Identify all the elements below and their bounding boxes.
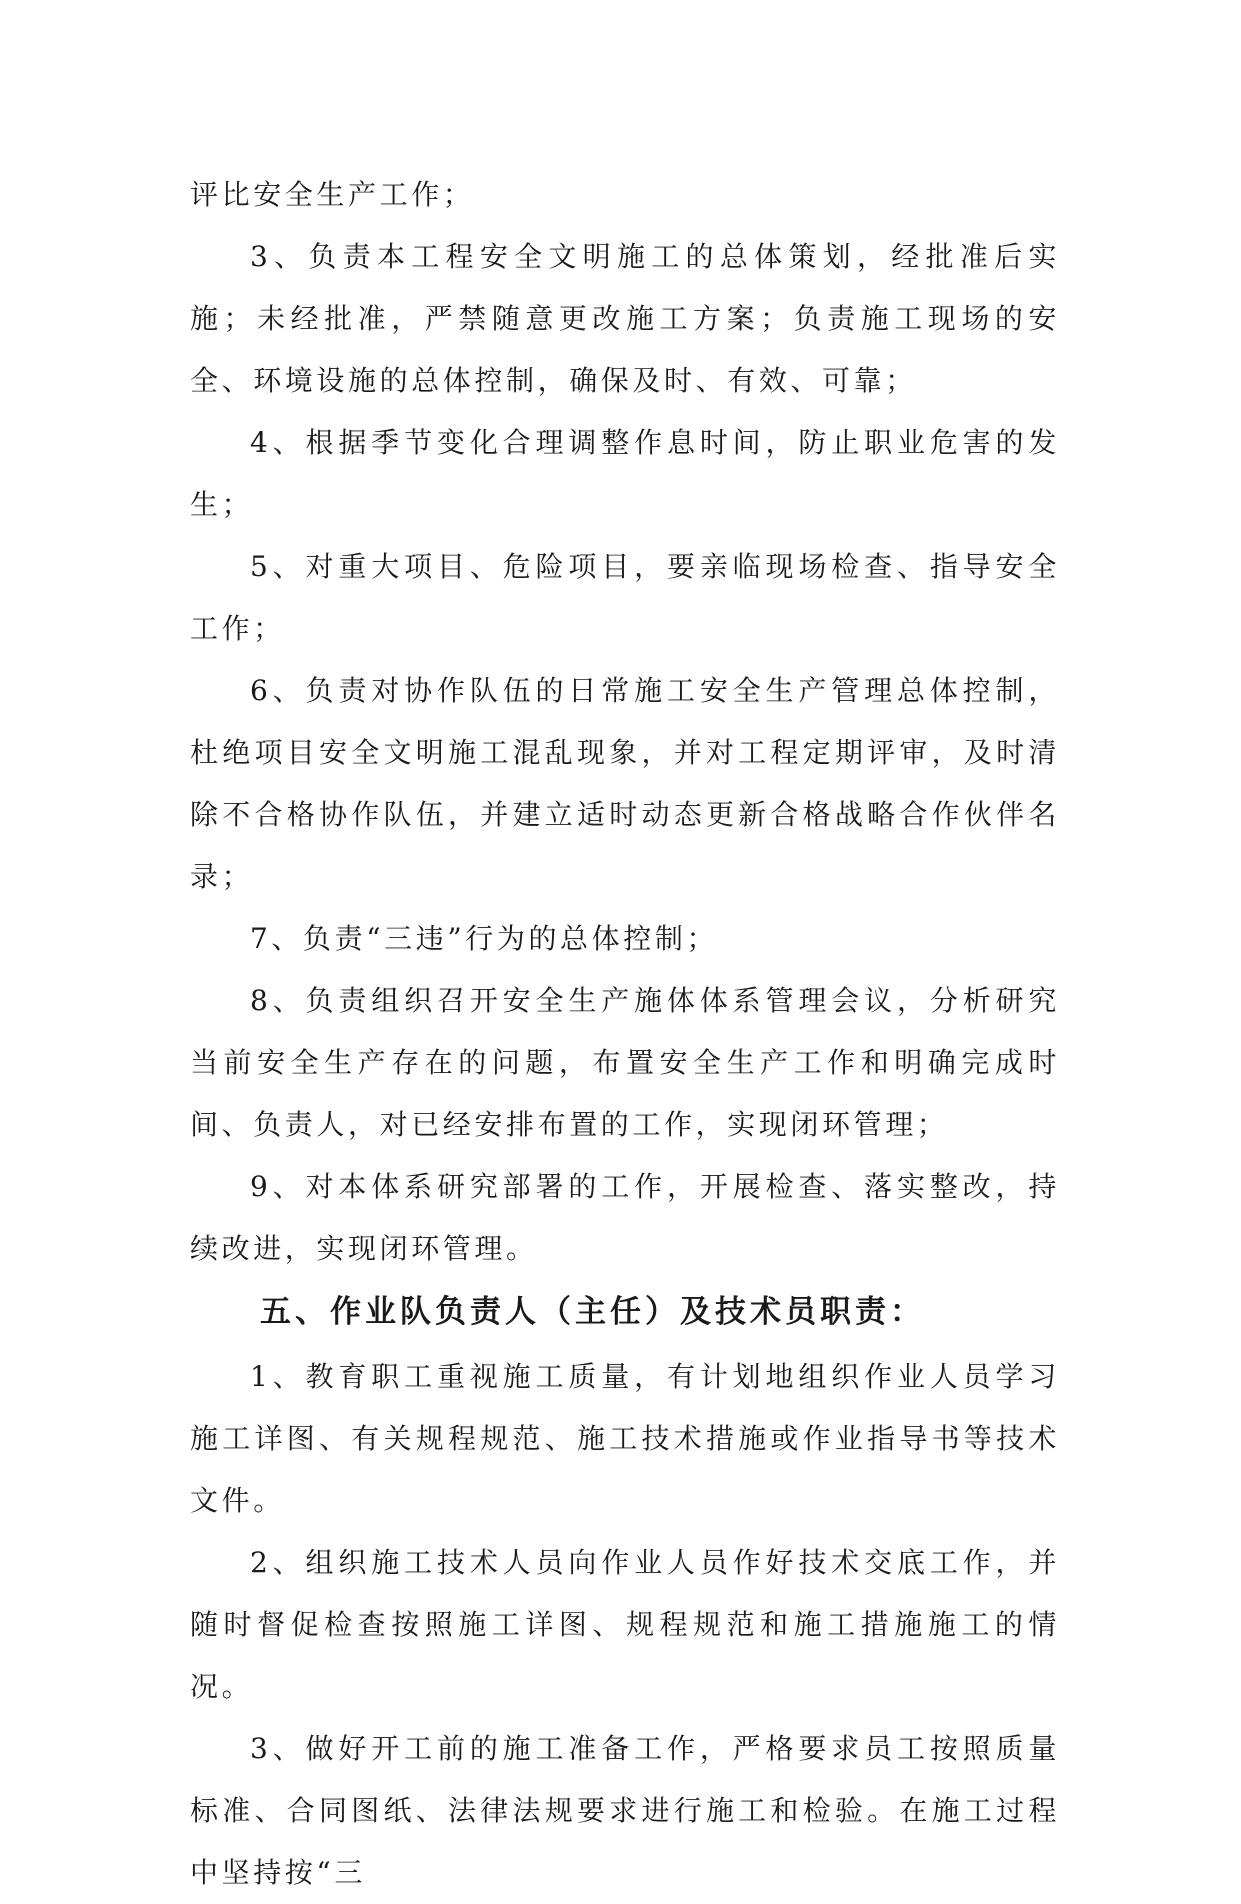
paragraph-section5-item-2: 2、组织施工技术人员向作业人员作好技术交底工作，并随时督促检查按照施工详图、规程规范和施工措施施工的情况。	[190, 1546, 1060, 1703]
paragraph-item-4: 4、根据季节变化合理调整作息时间，防止职业危害的发生；	[190, 426, 1060, 521]
paragraph-item-9: 9、对本体系研究部署的工作，开展检查、落实整改，持续改进，实现闭环管理。	[190, 1170, 1060, 1265]
paragraph-item-3: 3、负责本工程安全文明施工的总体策划，经批准后实施；未经批准，严禁随意更改施工方案；负责施工现场的安全、环境设施的总体控制，确保及时、有效、可靠；	[190, 240, 1060, 397]
section-heading: 五、作业队负责人（主任）及技术员职责：	[260, 1294, 925, 1330]
paragraph-item-7: 7、负责“三违”行为的总体控制；	[250, 922, 719, 955]
paragraph-continued: 评比安全生产工作；	[190, 178, 475, 211]
paragraph-item-5: 5、对重大项目、危险项目，要亲临现场检查、指导安全工作；	[190, 550, 1060, 645]
paragraph-item-6: 6、负责对协作队伍的日常施工安全生产管理总体控制，杜绝项目安全文明施工混乱现象，并对工程定期评审，及时清除不合格协作队伍，并建立适时动态更新合格战略合作伙伴名录；	[190, 674, 1060, 893]
paragraph-item-8: 8、负责组织召开安全生产施体体系管理会议，分析研究当前安全生产存在的问题，布置安全生产工作和明确完成时间、负责人，对已经安排布置的工作，实现闭环管理；	[190, 984, 1060, 1141]
paragraph-section5-item-3: 3、做好开工前的施工准备工作，严格要求员工按照质量标准、合同图纸、法律法规要求进行施工和检验。在施工过程中坚持按“三	[190, 1732, 1060, 1889]
document-body	[190, 164, 1060, 1904]
paragraph-section5-item-1: 1、教育职工重视施工质量，有计划地组织作业人员学习施工详图、有关规程规范、施工技术措施或作业指导书等技术文件。	[190, 1360, 1060, 1517]
